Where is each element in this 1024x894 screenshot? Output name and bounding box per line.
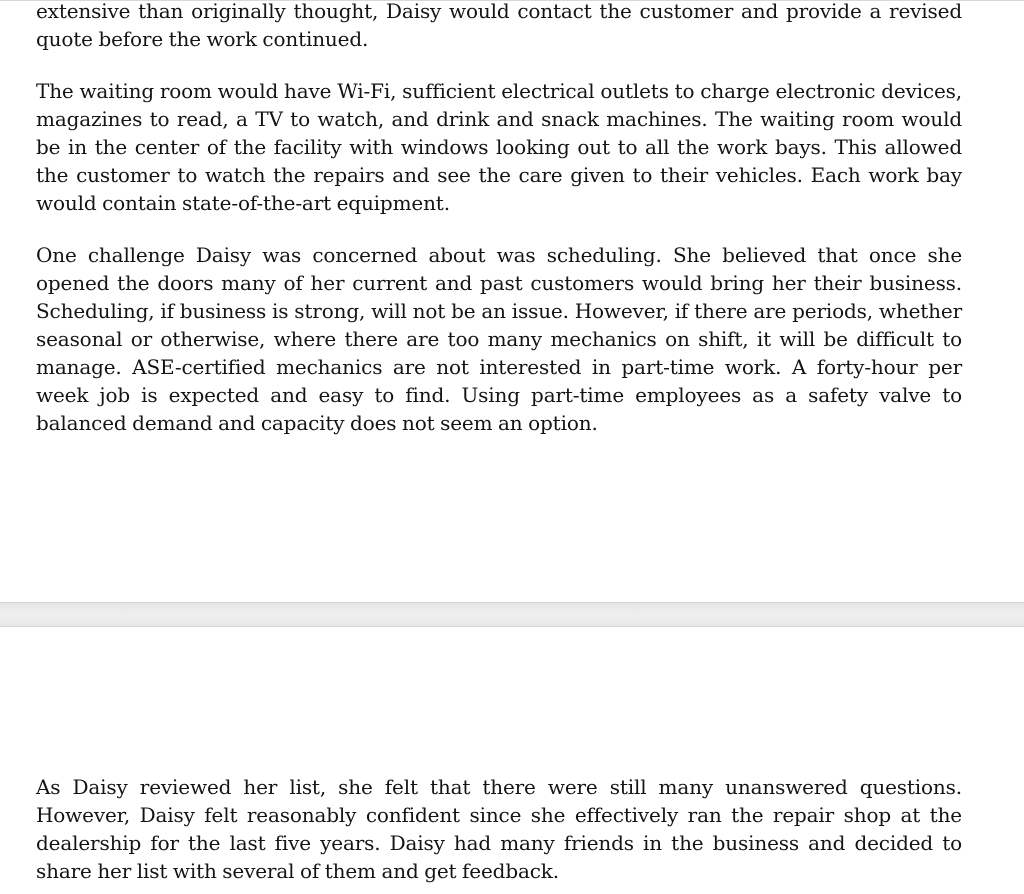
paragraph-daisy-reviewed-list: As Daisy reviewed her list, she felt that there were still many unanswered questions. However, Daisy felt reasonably confident since she effectively ran the repair shop at the dealership for the last five years. Daisy had many friends in the business and decided to share her list with several of them and get feedback. (36, 775, 962, 883)
paragraph-continued-quote: extensive than originally thought, Daisy would contact the customer and provide a revised quote before the work continued. (36, 0, 962, 51)
document-page-2 (0, 627, 1024, 894)
paragraph-scheduling-challenge: One challenge Daisy was concerned about was scheduling. She believed that once she opened the doors many of her current and past customers would bring her their business. Scheduling, if business is strong, will not be an issue. However, if there are periods, whether seasonal or otherwise, where there are too many mechanics on shift, it will be difficult to manage. ASE-certified mechanics are not interested in part-time work. A forty-hour per week job is expected and easy to find. Using part-time employees as a safety valve to balanced demand and capacity does not seem an option. (36, 243, 962, 435)
page-separator (0, 602, 1024, 627)
paragraph-waiting-room: The waiting room would have Wi-Fi, sufficient electrical outlets to charge electronic devices, magazines to read, a TV to watch, and drink and snack machines. The waiting room would be in the center of the facility with windows looking out to all the work bays. This allowed the customer to watch the repairs and see the care given to their vehicles. Each work bay would contain state-of-the-art equipment. (36, 79, 962, 215)
